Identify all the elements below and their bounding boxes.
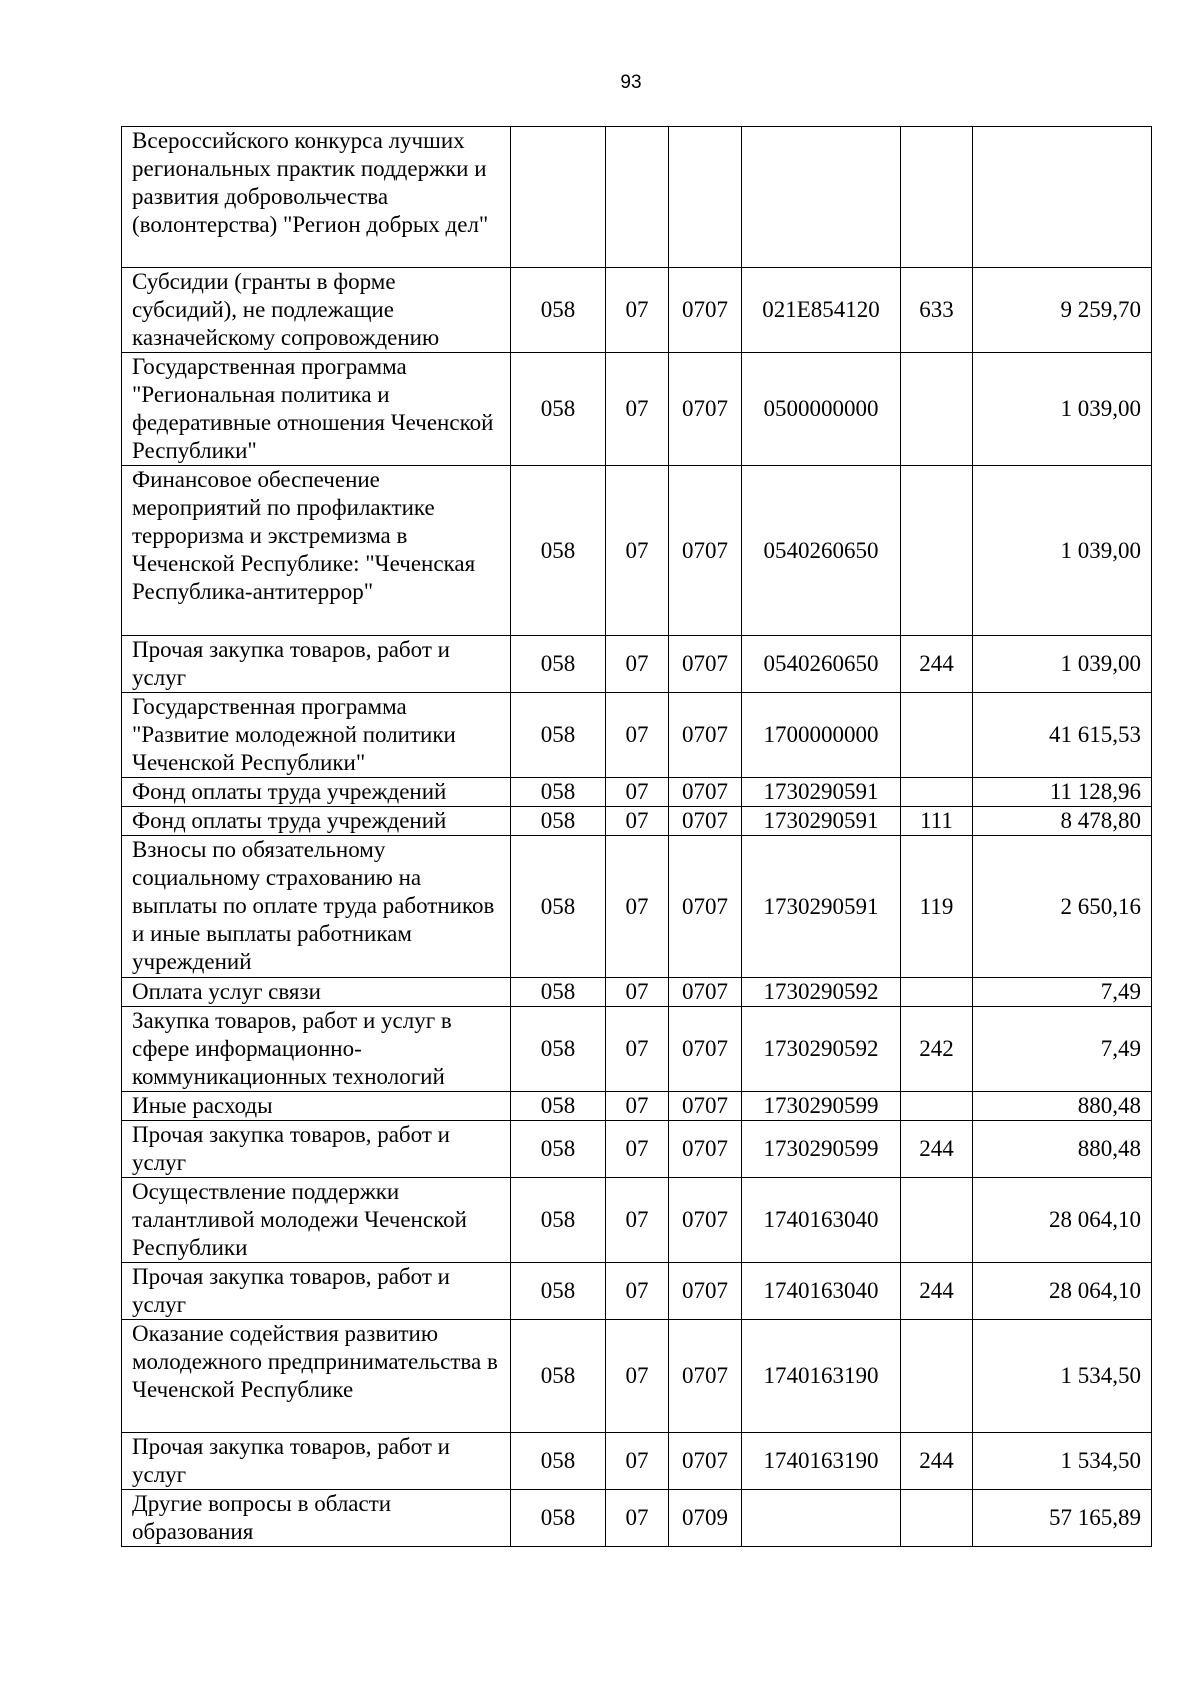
row-csr	[742, 127, 901, 268]
table-row	[122, 1263, 1152, 1320]
row-name: Прочая закупка товаров, работ и услуг	[122, 636, 511, 693]
row-rz: 07	[606, 268, 669, 353]
row-ved	[511, 127, 606, 268]
row-pr: 0707	[669, 636, 742, 693]
row-pr: 0707	[669, 1433, 742, 1490]
row-amount: 880,48	[973, 1121, 1152, 1178]
row-amount: 2 650,16	[973, 836, 1152, 978]
row-csr: 1740163190	[742, 1433, 901, 1490]
row-amount: 8 478,80	[973, 807, 1152, 836]
row-csr: 021E854120	[742, 268, 901, 353]
row-amount: 28 064,10	[973, 1263, 1152, 1320]
table-row	[122, 1320, 1152, 1433]
row-rz: 07	[606, 636, 669, 693]
row-vr	[901, 978, 973, 1007]
row-csr: 1730290592	[742, 978, 901, 1007]
row-rz: 07	[606, 466, 669, 636]
row-vr: 244	[901, 1263, 973, 1320]
table-row	[122, 1490, 1152, 1547]
row-vr: 244	[901, 636, 973, 693]
row-vr	[901, 778, 973, 807]
row-name: Осуществление поддержки талантливой молодежи Чеченской Республики	[122, 1178, 511, 1263]
row-pr: 0707	[669, 1121, 742, 1178]
row-rz: 07	[606, 1433, 669, 1490]
row-csr: 1740163190	[742, 1320, 901, 1433]
row-pr: 0707	[669, 807, 742, 836]
row-ved: 058	[511, 268, 606, 353]
page-number: 93	[620, 72, 642, 93]
row-csr: 1730290591	[742, 807, 901, 836]
table-row	[122, 978, 1152, 1007]
row-pr: 0707	[669, 353, 742, 466]
row-rz: 07	[606, 978, 669, 1007]
row-pr: 0707	[669, 1178, 742, 1263]
row-vr: 242	[901, 1007, 973, 1092]
row-name: Закупка товаров, работ и услуг в сфере информационно-коммуникационных технологий	[122, 1007, 511, 1092]
table-row	[122, 836, 1152, 978]
row-vr	[901, 127, 973, 268]
row-amount: 1 534,50	[973, 1433, 1152, 1490]
row-ved: 058	[511, 1092, 606, 1121]
row-amount: 9 259,70	[973, 268, 1152, 353]
table-row	[122, 1178, 1152, 1263]
row-ved: 058	[511, 1121, 606, 1178]
row-rz: 07	[606, 1320, 669, 1433]
row-rz: 07	[606, 1178, 669, 1263]
row-amount: 7,49	[973, 978, 1152, 1007]
row-csr: 0540260650	[742, 636, 901, 693]
row-vr	[901, 1178, 973, 1263]
row-vr: 244	[901, 1433, 973, 1490]
row-amount: 57 165,89	[973, 1490, 1152, 1547]
row-amount: 28 064,10	[973, 1178, 1152, 1263]
row-csr: 1700000000	[742, 693, 901, 778]
row-pr: 0707	[669, 1092, 742, 1121]
row-vr: 633	[901, 268, 973, 353]
row-amount: 41 615,53	[973, 693, 1152, 778]
table-row	[122, 693, 1152, 778]
row-csr: 1740163040	[742, 1263, 901, 1320]
row-ved: 058	[511, 1490, 606, 1547]
table-row	[122, 1007, 1152, 1092]
row-pr: 0707	[669, 836, 742, 978]
row-amount: 1 039,00	[973, 353, 1152, 466]
row-name: Фонд оплаты труда учреждений	[122, 807, 511, 836]
row-name: Государственная программа "Региональная политика и федеративные отношения Чеченской Республики"	[122, 353, 511, 466]
row-pr: 0707	[669, 978, 742, 1007]
row-amount	[973, 127, 1152, 268]
row-csr: 1730290599	[742, 1121, 901, 1178]
row-pr: 0709	[669, 1490, 742, 1547]
row-amount: 880,48	[973, 1092, 1152, 1121]
row-rz: 07	[606, 778, 669, 807]
table-row	[122, 1433, 1152, 1490]
row-amount: 1 039,00	[973, 466, 1152, 636]
row-name: Взносы по обязательному социальному страхованию на выплаты по оплате труда работников и иные выплаты работникам учреждений	[122, 836, 511, 978]
row-ved: 058	[511, 1007, 606, 1092]
row-ved: 058	[511, 1320, 606, 1433]
row-vr: 244	[901, 1121, 973, 1178]
row-csr	[742, 1490, 901, 1547]
row-ved: 058	[511, 636, 606, 693]
row-ved: 058	[511, 778, 606, 807]
row-rz: 07	[606, 1092, 669, 1121]
row-name: Иные расходы	[122, 1092, 511, 1121]
row-ved: 058	[511, 836, 606, 978]
row-rz	[606, 127, 669, 268]
row-ved: 058	[511, 1433, 606, 1490]
table-row	[122, 778, 1152, 807]
row-vr: 111	[901, 807, 973, 836]
row-pr	[669, 127, 742, 268]
table-row	[122, 268, 1152, 353]
row-name: Другие вопросы в области образования	[122, 1490, 511, 1547]
table-row	[122, 807, 1152, 836]
row-csr: 0540260650	[742, 466, 901, 636]
row-name: Прочая закупка товаров, работ и услуг	[122, 1121, 511, 1178]
budget-table	[121, 126, 1152, 1547]
row-name: Прочая закупка товаров, работ и услуг	[122, 1263, 511, 1320]
row-name: Фонд оплаты труда учреждений	[122, 778, 511, 807]
table-row	[122, 636, 1152, 693]
row-pr: 0707	[669, 778, 742, 807]
row-rz: 07	[606, 693, 669, 778]
row-amount: 7,49	[973, 1007, 1152, 1092]
row-pr: 0707	[669, 268, 742, 353]
row-ved: 058	[511, 978, 606, 1007]
row-csr: 1730290592	[742, 1007, 901, 1092]
row-csr: 1730290591	[742, 836, 901, 978]
row-ved: 058	[511, 1178, 606, 1263]
row-amount: 11 128,96	[973, 778, 1152, 807]
row-vr	[901, 466, 973, 636]
row-pr: 0707	[669, 1263, 742, 1320]
row-rz: 07	[606, 1007, 669, 1092]
row-amount: 1 039,00	[973, 636, 1152, 693]
row-name: Финансовое обеспечение мероприятий по профилактике терроризма и экстремизма в Чеченской Республике: "Чеченская Республика-антитеррор"	[122, 466, 511, 636]
row-pr: 0707	[669, 1007, 742, 1092]
row-ved: 058	[511, 466, 606, 636]
row-ved: 058	[511, 693, 606, 778]
row-vr	[901, 693, 973, 778]
row-pr: 0707	[669, 1320, 742, 1433]
row-vr	[901, 1490, 973, 1547]
row-rz: 07	[606, 836, 669, 978]
row-rz: 07	[606, 1490, 669, 1547]
row-vr	[901, 1320, 973, 1433]
row-rz: 07	[606, 1263, 669, 1320]
row-rz: 07	[606, 807, 669, 836]
row-pr: 0707	[669, 466, 742, 636]
row-vr	[901, 353, 973, 466]
row-name: Всероссийского конкурса лучших региональных практик поддержки и развития добровольчества (волонтерства) "Регион добрых дел"	[122, 127, 511, 268]
table-row	[122, 353, 1152, 466]
row-csr: 0500000000	[742, 353, 901, 466]
row-ved: 058	[511, 1263, 606, 1320]
row-amount: 1 534,50	[973, 1320, 1152, 1433]
table-row	[122, 1121, 1152, 1178]
row-name: Оказание содействия развитию молодежного предпринимательства в Чеченской Республике	[122, 1320, 511, 1433]
table-row	[122, 1092, 1152, 1121]
row-name: Субсидии (гранты в форме субсидий), не подлежащие казначейскому сопровождению	[122, 268, 511, 353]
row-csr: 1740163040	[742, 1178, 901, 1263]
row-vr: 119	[901, 836, 973, 978]
table-row	[122, 466, 1152, 636]
row-ved: 058	[511, 353, 606, 466]
row-csr: 1730290599	[742, 1092, 901, 1121]
row-pr: 0707	[669, 693, 742, 778]
row-rz: 07	[606, 1121, 669, 1178]
row-name: Прочая закупка товаров, работ и услуг	[122, 1433, 511, 1490]
row-name: Оплата услуг связи	[122, 978, 511, 1007]
row-ved: 058	[511, 807, 606, 836]
row-csr: 1730290591	[742, 778, 901, 807]
row-name: Государственная программа "Развитие молодежной политики Чеченской Республики"	[122, 693, 511, 778]
table-row	[122, 127, 1152, 268]
row-rz: 07	[606, 353, 669, 466]
row-vr	[901, 1092, 973, 1121]
